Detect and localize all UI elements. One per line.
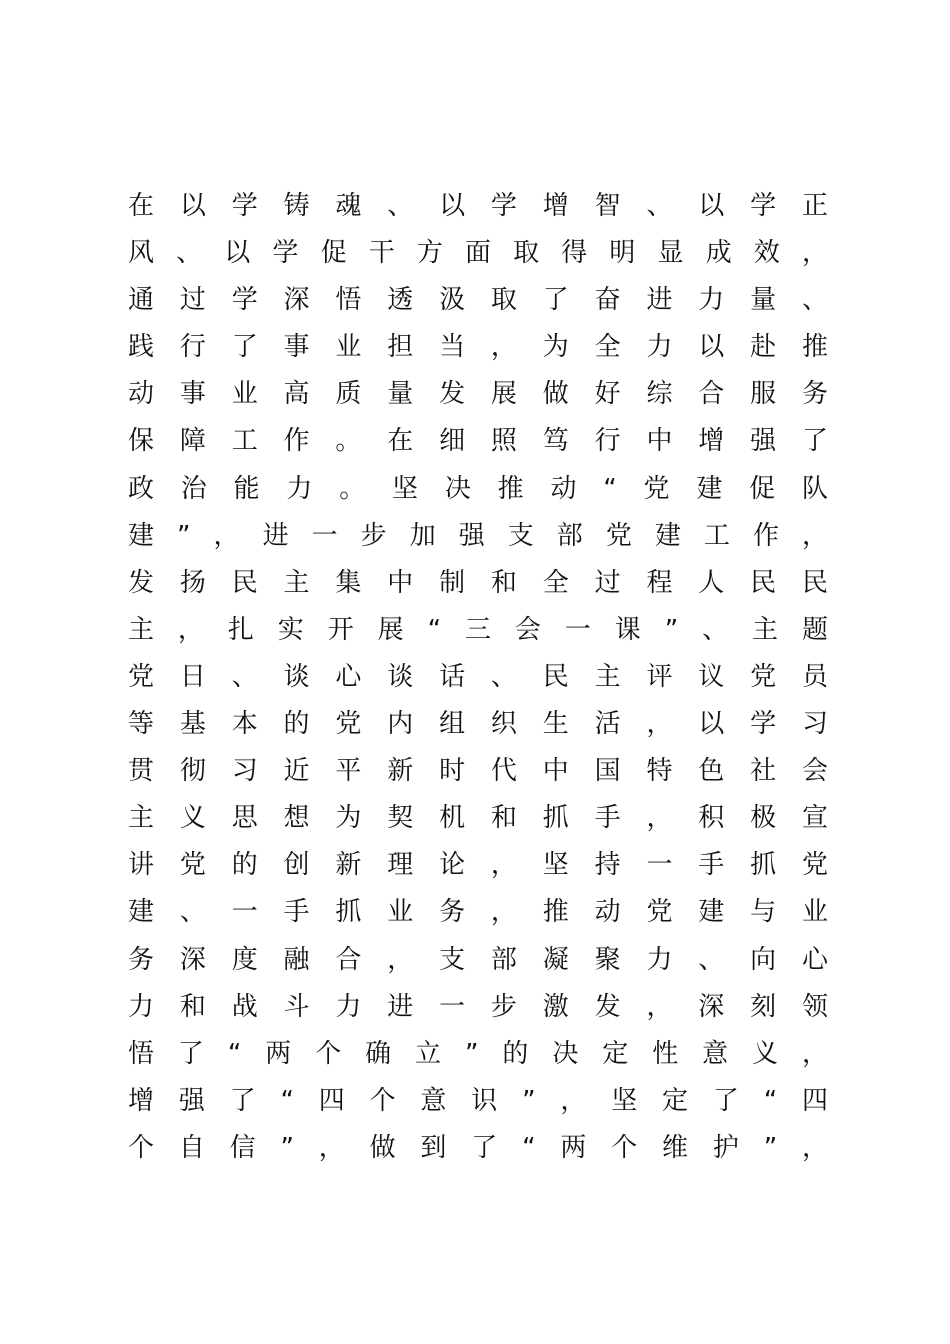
text-line: 讲党的创新理论，坚持一手抓党	[128, 850, 828, 881]
text-line: 主义思想为契机和抓手，积极宣	[128, 803, 828, 834]
body-text	[128, 183, 828, 1172]
text-line: 通过学深悟透汲取了奋进力量、	[128, 285, 828, 316]
text-line: 在以学铸魂、以学增智、以学正	[128, 191, 828, 221]
text-line: 保障工作。在细照笃行中增强了	[128, 426, 828, 457]
text-line: 贯彻习近平新时代中国特色社会	[128, 756, 828, 787]
text-line: 务深度融合，支部凝聚力、向心	[128, 944, 828, 975]
text-line: 党日、谈心谈话、民主评议党员	[128, 661, 828, 692]
text-line: 悟了“两个确立”的决定性意义，	[128, 1038, 828, 1069]
text-line: 建”，进一步加强支部党建工作，	[128, 520, 828, 551]
text-line: 动事业高质量发展做好综合服务	[128, 379, 828, 410]
text-line: 个自信”，做到了“两个维护”，	[128, 1132, 828, 1163]
text-line: 风、以学促干方面取得明显成效，	[128, 238, 828, 269]
text-line: 等基本的党内组织生活，以学习	[128, 709, 828, 740]
text-line: 主，扎实开展“三会一课”、主题	[128, 614, 828, 645]
text-line: 力和战斗力进一步激发，深刻领	[128, 991, 828, 1022]
text-line: 政治能力。坚决推动“党建促队	[128, 473, 828, 504]
text-line: 践行了事业担当，为全力以赴推	[128, 332, 828, 363]
text-line: 发扬民主集中制和全过程人民民	[128, 567, 828, 598]
text-line: 增强了“四个意识”，坚定了“四	[128, 1085, 828, 1116]
text-line: 建、一手抓业务，推动党建与业	[128, 897, 828, 928]
